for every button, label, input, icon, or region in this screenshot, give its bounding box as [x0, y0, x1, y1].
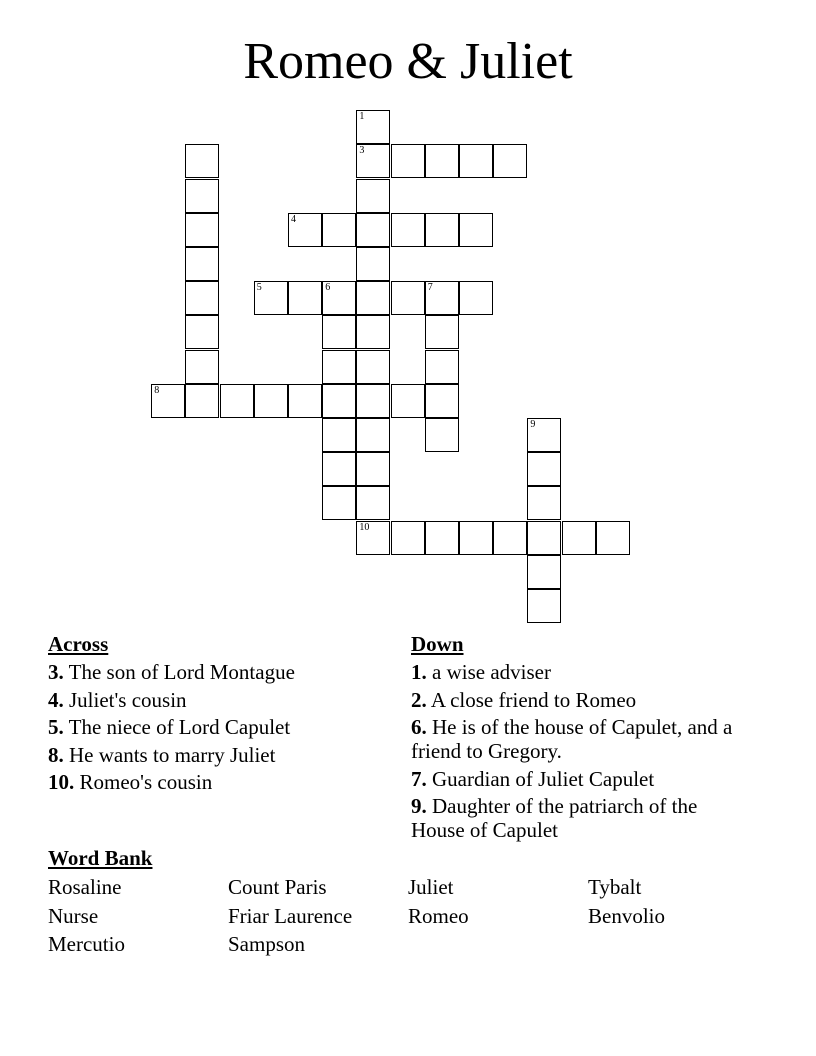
- grid-cell[interactable]: [391, 213, 425, 247]
- grid-cell[interactable]: [254, 281, 288, 315]
- grid-cell[interactable]: [356, 213, 390, 247]
- down-clue: [411, 715, 751, 763]
- across-clues-list: [48, 660, 388, 798]
- word-bank-item: Benvolio: [588, 904, 665, 928]
- down-heading: Down: [411, 632, 464, 656]
- grid-cell[interactable]: [425, 281, 459, 315]
- clue-number: 10.: [48, 770, 75, 794]
- grid-cell[interactable]: [322, 486, 356, 520]
- clue-text: Daughter of the patriarch of the House of Capulet: [411, 794, 698, 842]
- cell-number: 3: [359, 145, 365, 157]
- clue-text: He is of the house of Capulet, and a friend to Gregory.: [411, 715, 733, 763]
- grid-cell[interactable]: [459, 521, 493, 555]
- clue-text: The son of Lord Montague: [63, 660, 295, 684]
- cell-number: 5: [256, 282, 262, 294]
- clue-text: Guardian of Juliet Capulet: [426, 766, 655, 791]
- clue-number: 6.: [411, 715, 427, 739]
- word-bank-item: Rosaline: [48, 875, 122, 899]
- grid-cell[interactable]: [254, 384, 288, 418]
- word-bank-item: Nurse: [48, 904, 99, 928]
- clue-text: A close friend to Romeo: [426, 687, 637, 712]
- across-clue: [48, 688, 388, 712]
- grid-cell[interactable]: [151, 384, 185, 418]
- grid-cell[interactable]: [185, 179, 219, 213]
- clue-number: 9.: [411, 794, 427, 818]
- word-bank-row: [48, 875, 768, 903]
- grid-cell[interactable]: [425, 144, 459, 178]
- grid-cell[interactable]: [425, 418, 459, 452]
- grid-cell[interactable]: [356, 452, 390, 486]
- grid-cell[interactable]: [527, 589, 561, 623]
- grid-cell[interactable]: [322, 213, 356, 247]
- word-bank-item: Friar Laurence: [228, 904, 353, 928]
- clue-text: Juliet's cousin: [63, 687, 187, 712]
- grid-cell[interactable]: [322, 418, 356, 452]
- cell-number: 8: [154, 384, 160, 396]
- grid-cell[interactable]: [391, 521, 425, 555]
- grid-cell[interactable]: [185, 213, 219, 247]
- clue-number: 1.: [411, 660, 427, 684]
- down-clue: [411, 688, 751, 712]
- grid-cell[interactable]: [322, 315, 356, 349]
- clue-text: Romeo's cousin: [74, 770, 213, 794]
- grid-cell[interactable]: [459, 281, 493, 315]
- grid-cell[interactable]: [596, 521, 630, 555]
- across-clue: [48, 715, 388, 739]
- down-clue: [411, 767, 751, 791]
- grid-cell[interactable]: [185, 247, 219, 281]
- clue-number: 7.: [411, 766, 427, 791]
- grid-cell[interactable]: [391, 144, 425, 178]
- clue-text: He wants to marry Juliet: [63, 742, 276, 767]
- clue-number: 2.: [411, 687, 427, 712]
- grid-cell[interactable]: [356, 384, 390, 418]
- grid-cell[interactable]: [356, 179, 390, 213]
- grid-cell[interactable]: [356, 418, 390, 452]
- word-bank-item: Mercutio: [48, 932, 125, 956]
- clue-number: 8.: [48, 742, 64, 767]
- down-clue: [411, 660, 751, 684]
- clue-number: 5.: [48, 715, 64, 739]
- grid-cell[interactable]: [322, 452, 356, 486]
- grid-cell[interactable]: [288, 281, 322, 315]
- word-bank-item: Count Paris: [228, 875, 327, 899]
- across-clue: [48, 743, 388, 767]
- grid-cell[interactable]: [356, 521, 390, 555]
- grid-cell[interactable]: [356, 486, 390, 520]
- word-bank-row: [48, 904, 768, 932]
- grid-cell[interactable]: [425, 213, 459, 247]
- puzzle-title: Romeo & Juliet: [243, 33, 573, 90]
- down-clue: [411, 794, 751, 842]
- grid-cell[interactable]: [527, 521, 561, 555]
- clue-number: 3.: [48, 660, 64, 684]
- cell-number: 4: [291, 213, 296, 225]
- grid-cell[interactable]: [425, 315, 459, 349]
- grid-cell[interactable]: [185, 144, 219, 178]
- grid-cell[interactable]: [288, 384, 322, 418]
- word-bank-item: Romeo: [408, 904, 469, 928]
- grid-cell[interactable]: [391, 384, 425, 418]
- grid-cell[interactable]: [527, 418, 561, 452]
- clue-text: a wise adviser: [426, 660, 551, 684]
- cell-number: 6: [325, 282, 331, 294]
- grid-cell[interactable]: [493, 144, 527, 178]
- grid-cell[interactable]: [322, 281, 356, 315]
- grid-cell[interactable]: [459, 213, 493, 247]
- grid-cell[interactable]: [220, 384, 254, 418]
- grid-cell[interactable]: [185, 315, 219, 349]
- across-clue: [48, 660, 388, 684]
- word-bank-row: [48, 932, 768, 960]
- grid-cell[interactable]: [459, 144, 493, 178]
- across-clue: [48, 770, 388, 794]
- across-heading: Across: [48, 632, 109, 656]
- grid-cell[interactable]: [356, 144, 390, 178]
- cell-number: 10: [359, 521, 370, 533]
- grid-cell[interactable]: [288, 213, 322, 247]
- grid-cell[interactable]: [493, 521, 527, 555]
- clue-text: The niece of Lord Capulet: [63, 715, 291, 739]
- grid-cell[interactable]: [356, 350, 390, 384]
- cell-number: 9: [530, 419, 536, 430]
- grid-cell[interactable]: [527, 452, 561, 486]
- cell-number: 7: [427, 282, 433, 294]
- grid-cell[interactable]: [356, 281, 390, 315]
- grid-cell[interactable]: [425, 384, 459, 418]
- grid-cell[interactable]: [322, 350, 356, 384]
- grid-cell[interactable]: [527, 486, 561, 520]
- word-bank-item: Juliet: [408, 875, 454, 899]
- word-bank-item: Sampson: [228, 932, 306, 956]
- grid-cell[interactable]: [391, 281, 425, 315]
- grid-cell[interactable]: [562, 521, 596, 555]
- grid-cell[interactable]: [425, 521, 459, 555]
- word-bank-item: Tybalt: [588, 875, 642, 899]
- clue-number: 4.: [48, 687, 64, 712]
- grid-cell[interactable]: [527, 555, 561, 589]
- down-clues-list: [411, 660, 751, 846]
- word-bank-heading: Word Bank: [48, 846, 153, 870]
- grid-cell[interactable]: [185, 350, 219, 384]
- grid-cell[interactable]: [356, 110, 390, 144]
- grid-cell[interactable]: [322, 384, 356, 418]
- cell-number: 1: [359, 111, 365, 123]
- grid-cell[interactable]: [356, 247, 390, 281]
- grid-cell[interactable]: [185, 384, 219, 418]
- grid-cell[interactable]: [425, 350, 459, 384]
- grid-cell[interactable]: [185, 281, 219, 315]
- grid-cell[interactable]: [356, 315, 390, 349]
